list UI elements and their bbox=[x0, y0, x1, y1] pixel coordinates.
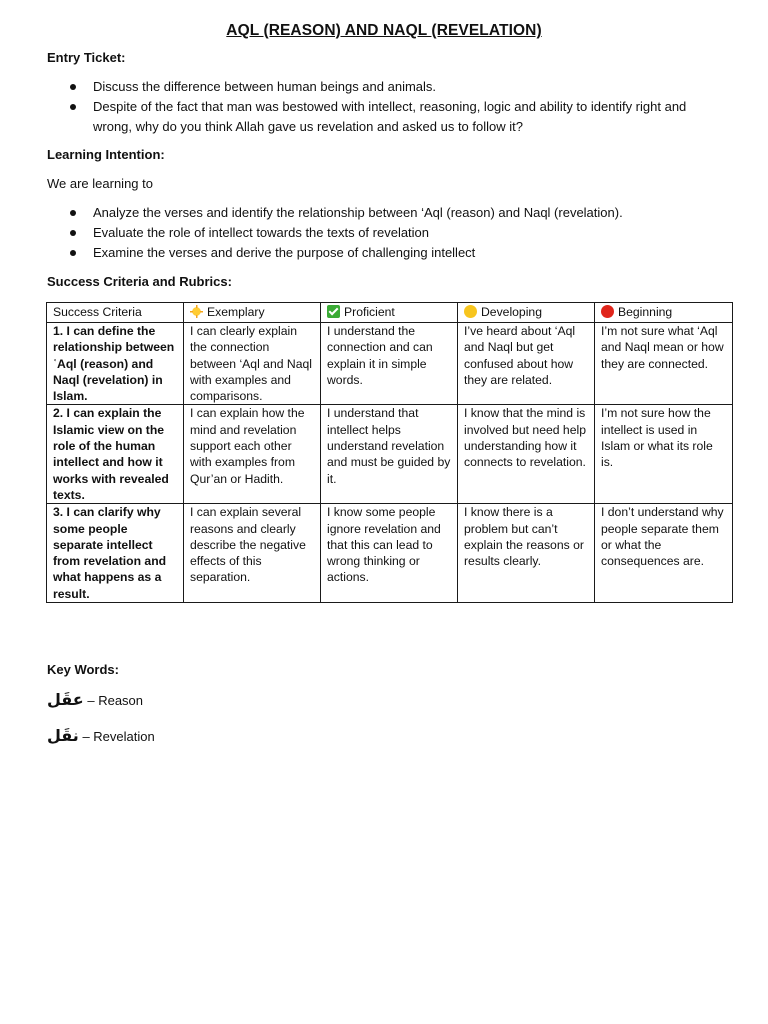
bullet-icon bbox=[70, 230, 76, 236]
red-circle-icon bbox=[601, 305, 614, 318]
key-words-heading: Key Words: bbox=[47, 662, 119, 677]
list-item-text: Evaluate the role of intellect towards the texts of revelation bbox=[93, 225, 430, 240]
rubric-header-row bbox=[47, 303, 733, 323]
column-header-exemplary bbox=[184, 303, 321, 323]
column-header-proficient bbox=[321, 303, 458, 323]
key-word-item bbox=[47, 726, 155, 745]
learning-intention-list bbox=[47, 203, 707, 263]
list-item bbox=[47, 223, 707, 243]
key-word-meaning: – Reason bbox=[87, 693, 144, 708]
list-item bbox=[47, 97, 707, 136]
beginning-cell: I’m not sure how the intellect is used in Islam or what its role is. bbox=[595, 405, 733, 504]
developing-cell: I know there is a problem but can’t explain the reasons or results clearly. bbox=[458, 504, 595, 603]
entry-ticket-list bbox=[47, 77, 707, 137]
key-word-meaning: – Revelation bbox=[82, 729, 155, 744]
column-header-label: Beginning bbox=[618, 305, 673, 319]
exemplary-cell: I can explain several reasons and clearly describe the negative effects of this separation. bbox=[184, 504, 321, 603]
list-item-text: Analyze the verses and identify the relationship between ‘Aql (reason) and Naql (revelation). bbox=[93, 205, 623, 220]
yellow-circle-icon bbox=[464, 305, 477, 318]
bullet-icon bbox=[70, 104, 76, 110]
criterion-cell: 3. I can clarify why some people separate intellect from revelation and what happens as a result. bbox=[47, 504, 184, 603]
list-item bbox=[47, 243, 707, 263]
success-criteria-heading: Success Criteria and Rubrics: bbox=[47, 274, 232, 289]
list-item bbox=[47, 203, 707, 223]
beginning-cell: I’m not sure what ‘Aql and Naql mean or how they are connected. bbox=[595, 323, 733, 405]
developing-cell: I’ve heard about ‘Aql and Naql but get confused about how they are related. bbox=[458, 323, 595, 405]
check-mark-icon bbox=[327, 305, 340, 318]
table-row bbox=[47, 405, 733, 504]
list-item bbox=[47, 77, 707, 97]
exemplary-cell: I can clearly explain the connection between ‘Aql and Naql with examples and comparisons. bbox=[184, 323, 321, 405]
bullet-icon bbox=[70, 84, 76, 90]
learning-intention-intro: We are learning to bbox=[47, 176, 153, 191]
proficient-cell: I understand that intellect helps understand revelation and must be guided by it. bbox=[321, 405, 458, 504]
learning-intention-heading: Learning Intention: bbox=[47, 147, 165, 162]
column-header-label: Developing bbox=[481, 305, 542, 319]
bullet-icon bbox=[70, 250, 76, 256]
column-header-developing bbox=[458, 303, 595, 323]
proficient-cell: I understand the connection and can explain it in simple words. bbox=[321, 323, 458, 405]
column-header-beginning bbox=[595, 303, 733, 323]
list-item-text: Discuss the difference between human beings and animals. bbox=[93, 79, 437, 94]
proficient-cell: I know some people ignore revelation and that this can lead to wrong thinking or actions. bbox=[321, 504, 458, 603]
criterion-cell: 2. I can explain the Islamic view on the role of the human intellect and how it works with revealed texts. bbox=[47, 405, 184, 504]
rubric-table bbox=[46, 302, 733, 603]
entry-ticket-heading: Entry Ticket: bbox=[47, 50, 126, 65]
table-row bbox=[47, 504, 733, 603]
developing-cell: I know that the mind is involved but need help understanding how it connects to revelation. bbox=[458, 405, 595, 504]
beginning-cell: I don’t understand why people separate them or what the consequences are. bbox=[595, 504, 733, 603]
table-row bbox=[47, 323, 733, 405]
arabic-term: نقَل bbox=[47, 726, 79, 745]
list-item-text: Examine the verses and derive the purpose of challenging intellect bbox=[93, 245, 476, 260]
column-header-label: Proficient bbox=[344, 305, 395, 319]
exemplary-cell: I can explain how the mind and revelation support each other with examples from Qur’an or Hadith. bbox=[184, 405, 321, 504]
arabic-term: عقَل bbox=[47, 690, 84, 709]
column-header-criteria bbox=[47, 303, 184, 323]
column-header-label: Success Criteria bbox=[53, 305, 142, 319]
page-title: AQL (REASON) AND NAQL (REVELATION) bbox=[226, 22, 542, 39]
column-header-label: Exemplary bbox=[207, 305, 265, 319]
bullet-icon bbox=[70, 210, 76, 216]
list-item-text: Despite of the fact that man was bestowed with intellect, reasoning, logic and ability to identify right and wrong, why do you think Allah gave us revelation and asked us to follow it? bbox=[93, 99, 687, 134]
sun-icon bbox=[190, 305, 203, 318]
key-word-item bbox=[47, 690, 143, 709]
criterion-cell: 1. I can define the relationship between ʿAql (reason) and Naql (revelation) in Islam. bbox=[47, 323, 184, 405]
